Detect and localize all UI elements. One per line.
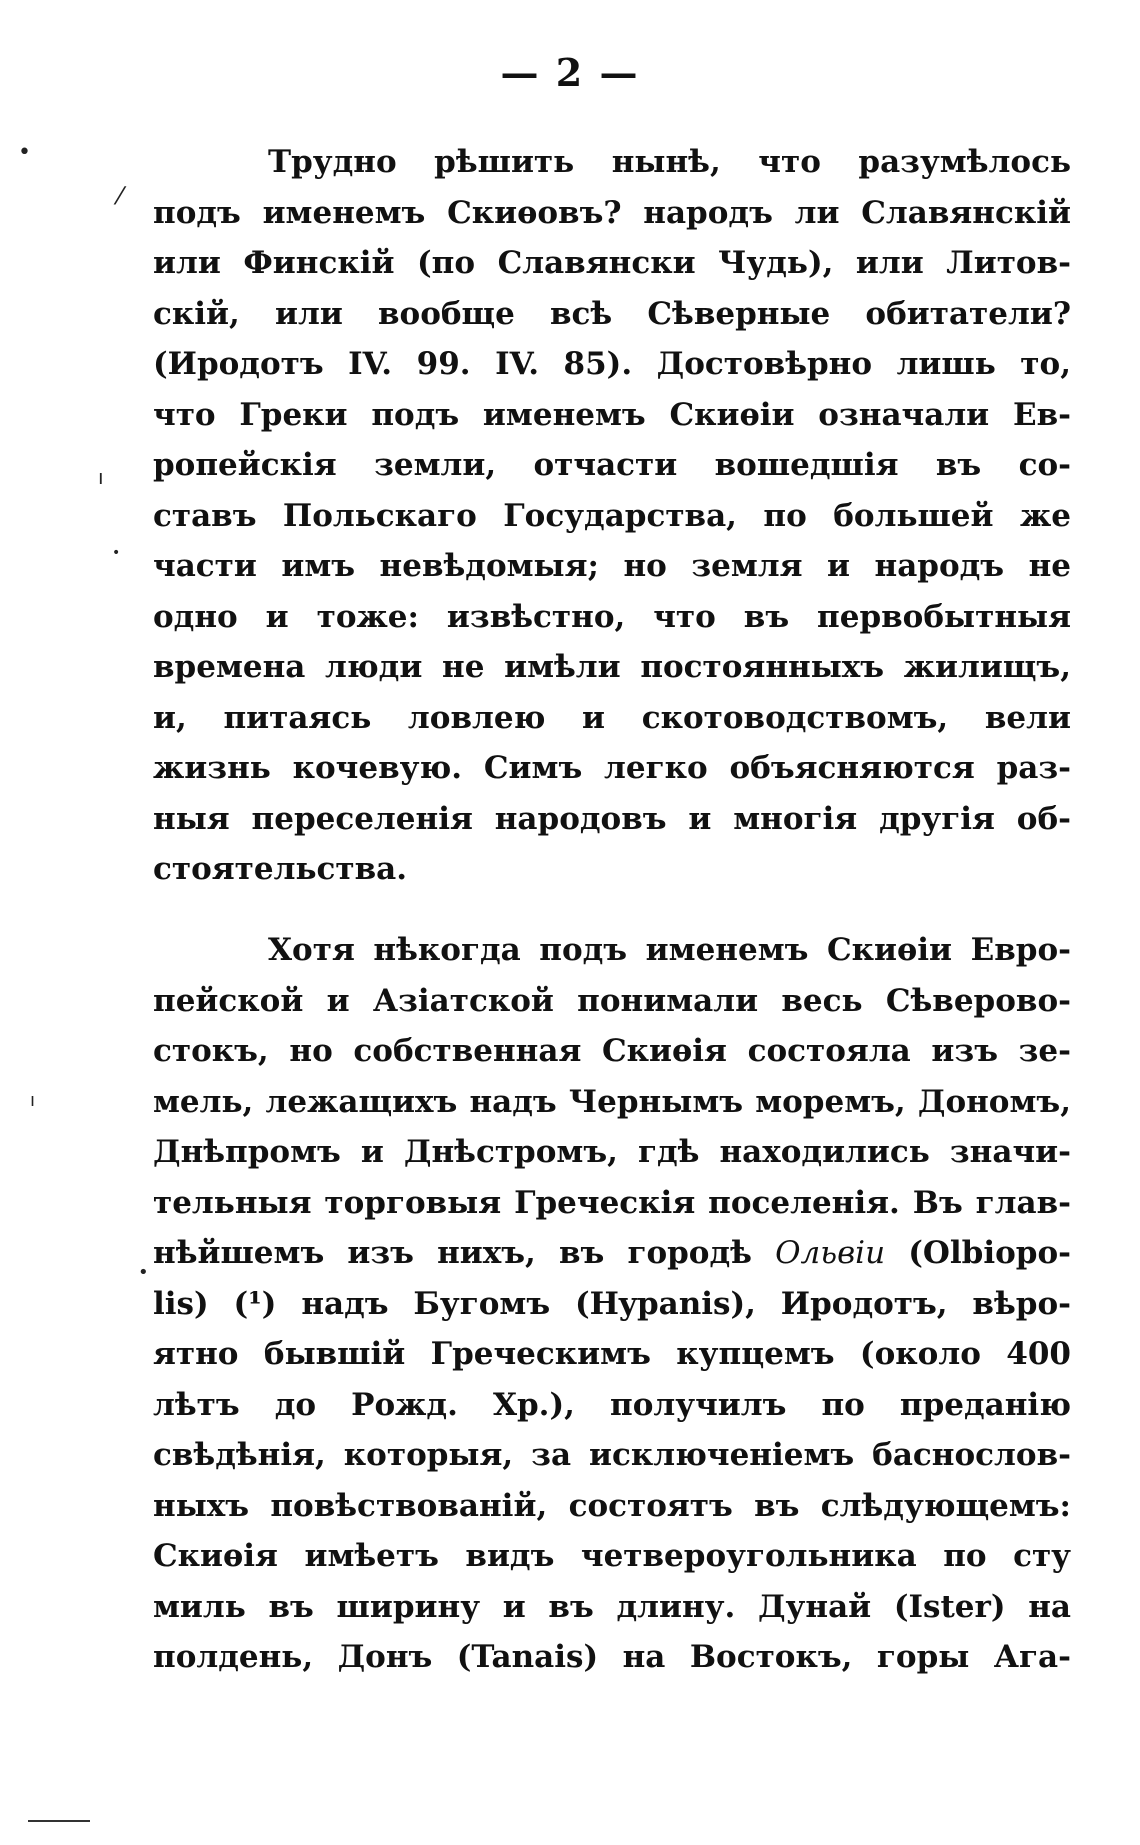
text-line: тельныя торговыя Греческія поселенія. Въ глав- xyxy=(153,1184,1071,1221)
text-line: времена люди не имѣли постоянныхъ жилищъ, xyxy=(153,649,1071,685)
margin-mark: • xyxy=(112,545,121,561)
text-line: части имъ невѣдомыя; но земля и народъ не xyxy=(153,548,1071,584)
margin-mark: ⁄ xyxy=(118,182,123,210)
text-line: скій, или вообще всѣ Сѣверные обитатели? xyxy=(153,295,1071,332)
text-line: полдень, Донъ (Tanais) на Востокъ, горы Ага- xyxy=(153,1639,1071,1675)
text-line: ныхъ повѣствованій, состоятъ въ слѣдующемъ: xyxy=(153,1487,1071,1524)
text-line: lis) (¹) надъ Бугомъ (Hypanis), Иродотъ, вѣро- xyxy=(153,1285,1071,1322)
page-number: — 2 — xyxy=(500,50,640,95)
text-line: ропейскія земли, отчасти вошедшія въ со- xyxy=(153,447,1071,483)
text-line: мель, лежащихъ надъ Чернымъ моремъ, Дономъ, xyxy=(153,1083,1071,1120)
text-line: лѣтъ до Рожд. Хр.), получилъ по преданію xyxy=(153,1386,1071,1423)
text-line: или Финскій (по Славянски Чудь), или Литов- xyxy=(153,245,1071,281)
text-line: (Иродотъ IV. 99. IV. 85). Достовѣрно лишь то, xyxy=(153,346,1071,382)
text-line: Днѣпромъ и Днѣстромъ, гдѣ находились значи- xyxy=(153,1134,1071,1170)
text-line: ятно бывшій Греческимъ купцемъ (около 400 xyxy=(153,1336,1071,1372)
text-segment: нѣйшемъ изъ нихъ, въ городѣ xyxy=(153,1235,776,1271)
text-line: Хотя нѣкогда подъ именемъ Скиѳіи Евро- xyxy=(268,932,1071,968)
text-line: свѣдѣнія, которыя, за исключеніемъ баснослов- xyxy=(153,1437,1071,1473)
margin-mark: • xyxy=(18,140,31,165)
text-line: что Греки подъ именемъ Скиѳіи означали Ев- xyxy=(153,396,1071,433)
text-line: ныя переселенія народовъ и многія другія об- xyxy=(153,800,1071,837)
text-line: Трудно рѣшить нынѣ, что разумѣлось xyxy=(268,144,1071,180)
text-line: миль въ ширину и въ длину. Дунай (Ister) на xyxy=(153,1588,1071,1625)
footnote-rule xyxy=(28,1820,90,1822)
text-line: ставъ Польскаго Государства, по большей же xyxy=(153,497,1071,534)
margin-mark: ı xyxy=(30,1090,36,1111)
paragraph-1 xyxy=(153,137,1071,895)
text-line: жизнь кочевую. Симъ легко объясняются раз- xyxy=(153,750,1071,786)
text-segment: (Olbiopo- xyxy=(885,1235,1071,1271)
paragraph-2 xyxy=(153,925,1071,1683)
margin-mark: ı xyxy=(98,465,104,489)
text-line xyxy=(153,1228,1071,1279)
text-line: подъ именемъ Скиѳовъ? народъ ли Славянскій xyxy=(153,194,1071,231)
margin-mark: • xyxy=(138,1262,149,1283)
text-line: пейской и Азіатской понимали весь Сѣверово- xyxy=(153,982,1071,1019)
text-line: стоятельства. xyxy=(153,851,407,887)
text-line: и, питаясь ловлею и скотоводствомъ, вели xyxy=(153,699,1071,736)
italic-place-name: Ольвіи xyxy=(775,1235,886,1271)
text-line: стокъ, но собственная Скиѳія состояла изъ зе- xyxy=(153,1033,1071,1069)
text-line: одно и тоже: извѣстно, что въ первобытныя xyxy=(153,598,1071,635)
text-line: Скиѳія имѣетъ видъ четвероугольника по сту xyxy=(153,1538,1071,1574)
